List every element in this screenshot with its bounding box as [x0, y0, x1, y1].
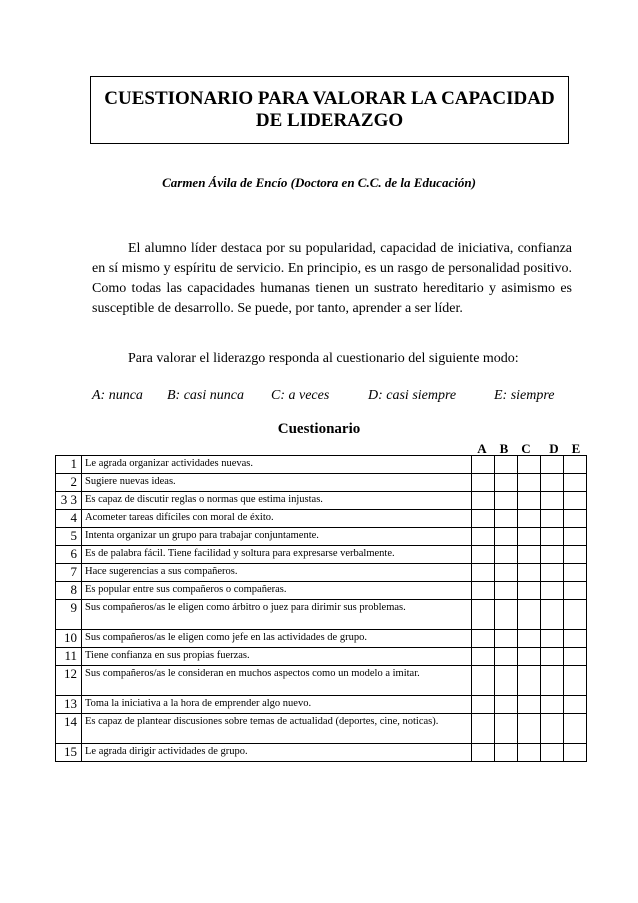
- answer-cell-c[interactable]: [518, 696, 541, 714]
- answer-cell-e[interactable]: [564, 600, 587, 630]
- answer-cell-d[interactable]: [541, 714, 564, 744]
- column-header-b: B: [499, 441, 509, 456]
- item-text: Sugiere nuevas ideas.: [82, 474, 472, 492]
- column-header-e: E: [571, 441, 581, 456]
- answer-cell-b[interactable]: [495, 564, 518, 582]
- answer-cell-c[interactable]: [518, 630, 541, 648]
- answer-cell-a[interactable]: [472, 600, 495, 630]
- answer-cell-b[interactable]: [495, 600, 518, 630]
- table-row: [56, 492, 587, 510]
- answer-cell-c[interactable]: [518, 564, 541, 582]
- answer-cell-e[interactable]: [564, 528, 587, 546]
- section-title: Cuestionario: [277, 421, 361, 437]
- answer-cell-b[interactable]: [495, 546, 518, 564]
- column-header-a: A: [477, 441, 487, 456]
- table-row: [56, 510, 587, 528]
- answer-cell-d[interactable]: [541, 546, 564, 564]
- item-text: Sus compañeros/as le eligen como jefe en las actividades de grupo.: [82, 630, 472, 648]
- answer-cell-a[interactable]: [472, 714, 495, 744]
- answer-cell-c[interactable]: [518, 546, 541, 564]
- scale-d: D: casi siempre: [368, 388, 457, 403]
- answer-cell-d[interactable]: [541, 564, 564, 582]
- item-number: 4: [56, 510, 82, 528]
- answer-cell-d[interactable]: [541, 600, 564, 630]
- answer-cell-c[interactable]: [518, 474, 541, 492]
- answer-cell-d[interactable]: [541, 744, 564, 762]
- answer-cell-e[interactable]: [564, 510, 587, 528]
- table-row: [56, 714, 587, 744]
- answer-cell-b[interactable]: [495, 528, 518, 546]
- answer-cell-e[interactable]: [564, 474, 587, 492]
- item-number: 13: [56, 696, 82, 714]
- item-text: Tiene confianza en sus propias fuerzas.: [82, 648, 472, 666]
- answer-cell-b[interactable]: [495, 696, 518, 714]
- scale-a: A: nunca: [92, 388, 143, 403]
- answer-cell-a[interactable]: [472, 666, 495, 696]
- answer-cell-d[interactable]: [541, 630, 564, 648]
- answer-cell-d[interactable]: [541, 528, 564, 546]
- answer-cell-c[interactable]: [518, 648, 541, 666]
- column-header-c: C: [521, 441, 531, 456]
- answer-cell-e[interactable]: [564, 492, 587, 510]
- answer-cell-b[interactable]: [495, 510, 518, 528]
- answer-cell-b[interactable]: [495, 666, 518, 696]
- scale-b: B: casi nunca: [167, 388, 244, 403]
- scale-c: C: a veces: [271, 388, 330, 403]
- item-number: 12: [56, 666, 82, 696]
- item-text: Intenta organizar un grupo para trabajar conjuntamente.: [82, 528, 472, 546]
- item-number: 10: [56, 630, 82, 648]
- answer-cell-a[interactable]: [472, 630, 495, 648]
- answer-cell-c[interactable]: [518, 744, 541, 762]
- answer-cell-a[interactable]: [472, 474, 495, 492]
- item-text: Le agrada organizar actividades nuevas.: [82, 456, 472, 474]
- answer-cell-a[interactable]: [472, 546, 495, 564]
- answer-cell-e[interactable]: [564, 630, 587, 648]
- intro-paragraph: El alumno líder destaca por su popularidad, capacidad de iniciativa, confianza en sí mismo y espíritu de servicio. En principio, es un rasgo de personalidad positivo. Como todas las capacidades humanas tienen un sustrato hereditario y asimismo es susceptible de desarrollo. Se puede, por tanto, aprender a ser líder.: [92, 241, 572, 316]
- instruction: Para valorar el liderazgo responda al cuestionario del siguiente modo:: [128, 351, 519, 366]
- answer-cell-d[interactable]: [541, 582, 564, 600]
- item-number: 1: [56, 456, 82, 474]
- answer-cell-d[interactable]: [541, 492, 564, 510]
- answer-cell-a[interactable]: [472, 492, 495, 510]
- answer-cell-e[interactable]: [564, 648, 587, 666]
- item-text: Sus compañeros/as le eligen como árbitro o juez para dirimir sus problemas.: [82, 600, 472, 630]
- answer-cell-c[interactable]: [518, 528, 541, 546]
- title-line-2: DE LIDERAZGO: [255, 110, 404, 131]
- answer-cell-b[interactable]: [495, 474, 518, 492]
- answer-cell-b[interactable]: [495, 582, 518, 600]
- table-row: [56, 630, 587, 648]
- item-number: 7: [56, 564, 82, 582]
- item-number: 11: [56, 648, 82, 666]
- title-line-1: CUESTIONARIO PARA VALORAR LA CAPACIDAD: [104, 88, 555, 109]
- answer-cell-c[interactable]: [518, 510, 541, 528]
- answer-cell-a[interactable]: [472, 582, 495, 600]
- answer-cell-a[interactable]: [472, 744, 495, 762]
- answer-cell-a[interactable]: [472, 456, 495, 474]
- item-number: 3 3: [56, 492, 82, 510]
- item-number: 15: [56, 744, 82, 762]
- answer-cell-c[interactable]: [518, 582, 541, 600]
- answer-cell-e[interactable]: [564, 564, 587, 582]
- column-header-d: D: [549, 441, 559, 456]
- item-text: Es capaz de discutir reglas o normas que estima injustas.: [82, 492, 472, 510]
- answer-cell-a[interactable]: [472, 528, 495, 546]
- table-row: [56, 546, 587, 564]
- answer-cell-a[interactable]: [472, 510, 495, 528]
- table-row: [56, 564, 587, 582]
- author: Carmen Ávila de Encío (Doctora en C.C. de la Educación): [162, 175, 476, 190]
- item-number: 9: [56, 600, 82, 630]
- answer-cell-d[interactable]: [541, 696, 564, 714]
- answer-cell-c[interactable]: [518, 714, 541, 744]
- item-text: Es de palabra fácil. Tiene facilidad y soltura para expresarse verbalmente.: [82, 546, 472, 564]
- item-text: Hace sugerencias a sus compañeros.: [82, 564, 472, 582]
- item-text: Es popular entre sus compañeros o compañeras.: [82, 582, 472, 600]
- answer-cell-e[interactable]: [564, 696, 587, 714]
- answer-cell-b[interactable]: [495, 492, 518, 510]
- table-row: [56, 648, 587, 666]
- questionnaire-table: [55, 455, 587, 762]
- answer-cell-e[interactable]: [564, 714, 587, 744]
- answer-cell-d[interactable]: [541, 510, 564, 528]
- table-row: [56, 600, 587, 630]
- answer-cell-b[interactable]: [495, 744, 518, 762]
- answer-cell-b[interactable]: [495, 714, 518, 744]
- item-number: 6: [56, 546, 82, 564]
- table-row: [56, 528, 587, 546]
- answer-cell-d[interactable]: [541, 666, 564, 696]
- answer-cell-a[interactable]: [472, 564, 495, 582]
- item-number: 5: [56, 528, 82, 546]
- answer-cell-d[interactable]: [541, 474, 564, 492]
- answer-cell-e[interactable]: [564, 744, 587, 762]
- answer-cell-e[interactable]: [564, 546, 587, 564]
- answer-cell-d[interactable]: [541, 648, 564, 666]
- answer-cell-d[interactable]: [541, 456, 564, 474]
- answer-cell-c[interactable]: [518, 456, 541, 474]
- answer-cell-a[interactable]: [472, 696, 495, 714]
- item-number: 8: [56, 582, 82, 600]
- item-text: Sus compañeros/as le consideran en muchos aspectos como un modelo a imitar.: [82, 666, 472, 696]
- table-row: [56, 744, 587, 762]
- answer-cell-c[interactable]: [518, 600, 541, 630]
- answer-cell-e[interactable]: [564, 456, 587, 474]
- answer-cell-c[interactable]: [518, 666, 541, 696]
- answer-cell-a[interactable]: [472, 648, 495, 666]
- answer-cell-b[interactable]: [495, 630, 518, 648]
- item-number: 14: [56, 714, 82, 744]
- item-text: Es capaz de plantear discusiones sobre temas de actualidad (deportes, cine, noticas).: [82, 714, 472, 744]
- item-text: Toma la iniciativa a la hora de emprender algo nuevo.: [82, 696, 472, 714]
- table-row: [56, 456, 587, 474]
- item-text: Acometer tareas difíciles con moral de éxito.: [82, 510, 472, 528]
- table-row: [56, 666, 587, 696]
- answer-cell-c[interactable]: [518, 492, 541, 510]
- title-box: [90, 76, 569, 144]
- answer-cell-b[interactable]: [495, 648, 518, 666]
- table-row: [56, 582, 587, 600]
- answer-cell-e[interactable]: [564, 666, 587, 696]
- answer-cell-b[interactable]: [495, 456, 518, 474]
- scale-e: E: siempre: [494, 388, 555, 403]
- table-row: [56, 474, 587, 492]
- item-number: 2: [56, 474, 82, 492]
- item-text: Le agrada dirigir actividades de grupo.: [82, 744, 472, 762]
- table-row: [56, 696, 587, 714]
- answer-cell-e[interactable]: [564, 582, 587, 600]
